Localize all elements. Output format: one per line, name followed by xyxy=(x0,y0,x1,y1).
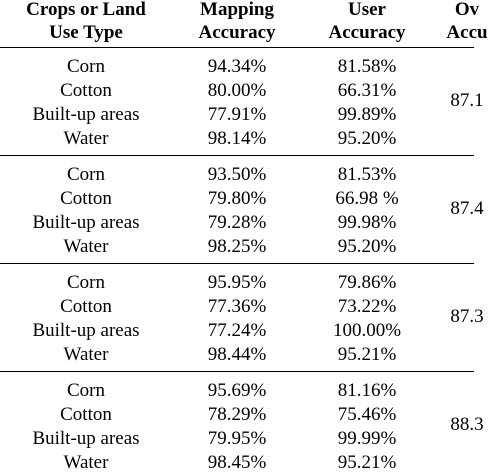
row-user: 81.53% xyxy=(337,164,397,185)
row-user: 99.98% xyxy=(337,212,397,233)
row-user: 99.99% xyxy=(337,428,397,449)
row-user: 99.89% xyxy=(337,104,397,125)
row-type: Cotton xyxy=(60,188,112,209)
group-overall: 87.4 xyxy=(450,198,484,219)
row-user: 95.21% xyxy=(337,344,397,365)
row-type: Built-up areas xyxy=(32,428,140,449)
row-user: 95.20% xyxy=(337,236,397,257)
row-type: Water xyxy=(63,452,109,473)
group-rule xyxy=(0,155,474,156)
header-overall-line2: Accu xyxy=(446,22,488,43)
row-mapping: 80.00% xyxy=(207,80,267,101)
row-user: 75.46% xyxy=(337,404,397,425)
row-user: 73.22% xyxy=(337,296,397,317)
row-mapping: 77.36% xyxy=(207,296,267,317)
row-user: 81.16% xyxy=(337,380,397,401)
row-mapping: 77.91% xyxy=(207,104,267,125)
row-user: 66.98 % xyxy=(335,188,399,209)
header-type-line2: Use Type xyxy=(49,22,123,43)
header-user-line2: Accuracy xyxy=(328,22,406,43)
row-type: Water xyxy=(63,128,109,149)
header-mapping-line1: Mapping xyxy=(200,0,274,20)
row-type: Water xyxy=(63,236,109,257)
row-type: Cotton xyxy=(60,404,112,425)
header-mapping-line2: Accuracy xyxy=(198,22,276,43)
header-overall-line1: Ov xyxy=(454,0,480,20)
row-type: Corn xyxy=(67,164,105,185)
row-user: 100.00% xyxy=(332,320,402,341)
row-mapping: 98.44% xyxy=(207,344,267,365)
group-overall: 87.1 xyxy=(450,90,484,111)
row-mapping: 93.50% xyxy=(207,164,267,185)
row-type: Corn xyxy=(67,272,105,293)
row-type: Cotton xyxy=(60,296,112,317)
row-user: 95.20% xyxy=(337,128,397,149)
row-user: 79.86% xyxy=(337,272,397,293)
row-mapping: 79.80% xyxy=(207,188,267,209)
row-type: Built-up areas xyxy=(32,212,140,233)
row-mapping: 94.34% xyxy=(207,56,267,77)
group-overall: 88.3 xyxy=(450,414,484,435)
row-mapping: 77.24% xyxy=(207,320,267,341)
row-mapping: 98.14% xyxy=(207,128,267,149)
group-rule xyxy=(0,371,474,372)
row-type: Built-up areas xyxy=(32,320,140,341)
header-type-line1: Crops or Land xyxy=(26,0,146,20)
row-user: 66.31% xyxy=(337,80,397,101)
row-type: Water xyxy=(63,344,109,365)
row-user: 95.21% xyxy=(337,452,397,473)
row-mapping: 98.45% xyxy=(207,452,267,473)
row-mapping: 95.69% xyxy=(207,380,267,401)
row-type: Built-up areas xyxy=(32,104,140,125)
row-mapping: 79.28% xyxy=(207,212,267,233)
group-overall: 87.3 xyxy=(450,306,484,327)
row-user: 81.58% xyxy=(337,56,397,77)
row-type: Cotton xyxy=(60,80,112,101)
header-rule xyxy=(0,47,474,48)
header-user-line1: User xyxy=(348,0,386,20)
group-rule xyxy=(0,263,474,264)
row-mapping: 98.25% xyxy=(207,236,267,257)
row-mapping: 78.29% xyxy=(207,404,267,425)
row-type: Corn xyxy=(67,56,105,77)
row-type: Corn xyxy=(67,380,105,401)
row-mapping: 79.95% xyxy=(207,428,267,449)
row-mapping: 95.95% xyxy=(207,272,267,293)
